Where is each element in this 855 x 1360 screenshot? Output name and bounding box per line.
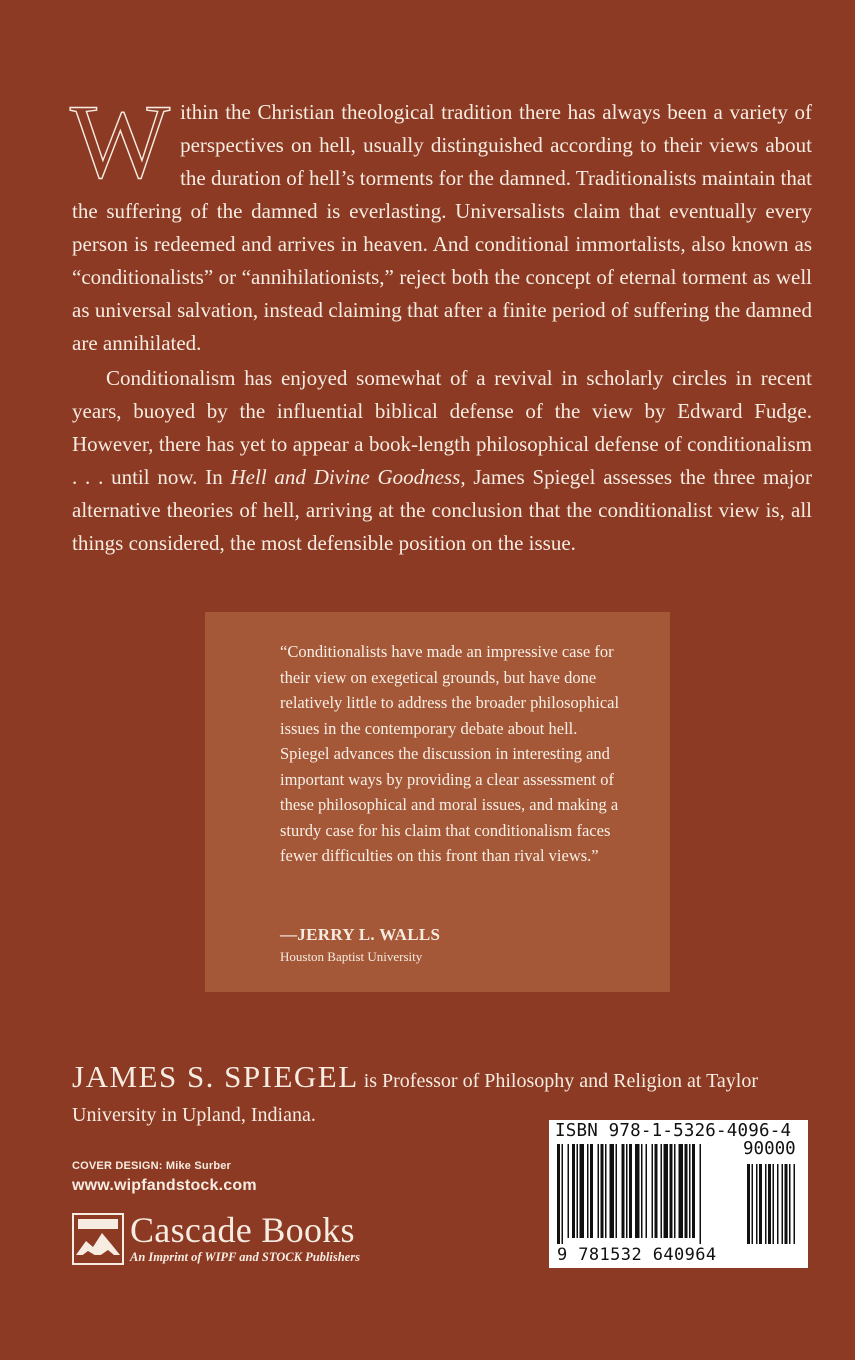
endorsement-affiliation: Houston Baptist University — [280, 949, 423, 964]
blurb-paragraph-2-end: , James Spiegel assesses the three major alternative theories of hell, arriving at the conclusion that the conditionalist view is, all things considered, the most defensible position on the issue. — [72, 465, 812, 555]
author-bio-text: is Professor of Philosophy and Religion at Taylor University in Upland, Indiana. — [72, 1070, 759, 1126]
credits — [72, 1160, 257, 1195]
mountain-logo-icon — [72, 1213, 124, 1265]
isbn-barcode — [549, 1120, 808, 1268]
blurb-paragraph-2-start: Conditionalism has enjoyed somewhat of a revival in scholarly circles in recent years, buoyed by the influential biblical defense of the view by Edward Fudge. However, there has yet to appear a book-length philosophical defense of conditionalism . . . until now. In — [72, 366, 812, 489]
blurb-paragraph-1 — [70, 83, 812, 360]
publisher-website: www.wipfandstock.com — [72, 1177, 257, 1194]
description-blurb — [70, 83, 812, 560]
cover-design-credit: COVER DESIGN: Mike Surber — [72, 1160, 232, 1172]
isbn-label: ISBN 978-1-5326-4096-4 — [555, 1121, 792, 1141]
author-name: JAMES S. SPIEGEL — [72, 1059, 359, 1094]
book-title: Hell and Divine Goodness — [230, 465, 461, 489]
endorsement-author: —JERRY L. WALLS — [280, 925, 441, 944]
price-code: 90000 — [743, 1139, 796, 1159]
publisher-name: Cascade Books — [130, 1210, 355, 1250]
endorsement-box — [205, 612, 670, 992]
barcode-bars — [557, 1144, 803, 1244]
barcode-digits: 9 781532 640964 — [557, 1245, 717, 1265]
drop-cap: W — [70, 83, 171, 200]
publisher-tagline: An Imprint of WIPF and STOCK Publishers — [130, 1250, 360, 1264]
endorsement-quote: “Conditionalists have made an impressive case for their view on exegetical grounds, but have done relatively little to address the broader philosophical issues in the contemporary debate about hell. Spiegel advances the discussion in interesting and important ways by providing a clear assessment of these philosophical and moral issues, and making a sturdy case for his claim that conditionalism faces fewer difficulties on this front than rival views.” — [280, 642, 620, 865]
blurb-paragraph-2 — [72, 362, 812, 560]
publisher-logo — [72, 1210, 392, 1273]
blurb-paragraph-1-text: ithin the Christian theological tradition there has always been a variety of perspectives on hell, usually distinguished according to their views about the duration of hell’s torments for the damned. Traditionalists maintain that the suffering of the damned is everlasting. Universalists claim that eventually every person is redeemed and arrives in heaven. And conditional immortalists, also known as “conditionalists” or “annihilationists,” reject both the concept of eternal torment as well as universal salvation, instead claiming that after a finite period of suffering the damned are annihilated. — [72, 100, 812, 355]
